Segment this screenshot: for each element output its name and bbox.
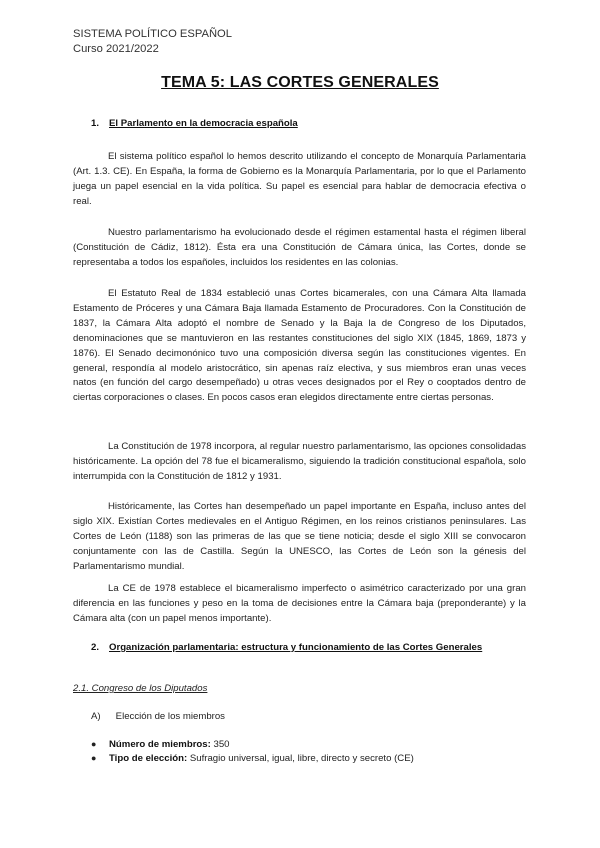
bullet-icon: ● [91, 753, 97, 763]
bullet-value: Sufragio universal, igual, libre, directo y secreto (CE) [187, 753, 414, 764]
section-heading-2 [91, 641, 526, 655]
section-number: 1. [91, 118, 100, 129]
section-heading-1 [91, 117, 526, 131]
paragraph: El sistema político español lo hemos descrito utilizando el concepto de Monarquía Parlamentaria (Art. 1.3. CE). En España, la forma de Gobierno es la Monarquía Parlamentaria, por lo que el Parlamento juega un papel esencial en la vida política. Su papel es esencial para hablar de democracia efectiva o real. [73, 151, 526, 207]
paragraph: La Constitución de 1978 incorpora, al regular nuestro parlamentarismo, las opciones consolidadas históricamente. La opción del 78 fue el bicameralismo, siguiendo la tradición constitucional española, solo interrumpida con la Constitución de 1812 y 1931. [73, 441, 526, 482]
subsection-heading: 2.1. Congreso de los Diputados [73, 683, 208, 694]
paragraph: Históricamente, las Cortes han desempeñado un papel importante en España, incluso antes del siglo XIX. Existían Cortes medievales en el Antiguo Régimen, en los reinos cristianos peninsulares. Las Cortes de León (1188) son las primeras de las que se tiene noticia; desde el siglo XIII se convocaron conjuntamente con las de Castilla. Según la UNESCO, las Cortes de León son la génesis del Parlamentarismo mundial. [73, 501, 526, 572]
list-item-a [91, 711, 225, 722]
course-year: Curso 2021/2022 [73, 43, 159, 55]
item-text: Elección de los miembros [115, 711, 225, 722]
bullet-label: Número de miembros: [109, 739, 211, 750]
bullet-item [91, 753, 414, 764]
section-title: El Parlamento en la democracia española [109, 118, 298, 129]
paragraph: El Estatuto Real de 1834 estableció unas Cortes bicamerales, con una Cámara Alta llamada Estamento de Próceres y una Cámara Baja llamada Estamento de Procuradores. Con la Constitución de 1837, la Cámara Alta adoptó el nombre de Senado y la Baja la de Congreso de los Diputados, denominaciones que se mantuvieron en las restantes constituciones del siglo XIX (1845, 1869, 1873 y 1876). El Senado decimonónico tuvo una composición diversa según las constituciones vigentes. En general, respondía al modelo aristocrático, sin apenas raíz electiva, y sus miembros eran unas veces natos (en función del cargo desempeñado) u otras veces designados por el Rey o cooptados dentro de ciertas corporaciones o clases. En pocos casos eran elegidos directamente entre ciertas personas. [73, 288, 526, 404]
page-title: TEMA 5: LAS CORTES GENERALES [161, 74, 439, 91]
paragraph: La CE de 1978 establece el bicameralismo imperfecto o asimétrico caracterizado por una gran diferencia en las funciones y peso en la toma de decisiones entre la Cámara baja (preponderante) y la Cámara alta (con un papel menos importante). [73, 583, 526, 624]
course-subject: SISTEMA POLÍTICO ESPAÑOL [73, 28, 232, 40]
bullet-label: Tipo de elección: [109, 753, 188, 764]
document-header [73, 27, 232, 57]
bullet-icon: ● [91, 739, 97, 749]
item-letter: A) [91, 711, 101, 722]
bullet-value: 350 [210, 739, 230, 750]
section-title: Organización parlamentaria: estructura y funcionamiento de las Cortes Generales [109, 642, 483, 653]
section-number: 2. [91, 642, 100, 653]
paragraph: Nuestro parlamentarismo ha evolucionado desde el régimen estamental hasta el régimen liberal (Constitución de Cádiz, 1812). Ésta era una Constitución de Cámara única, las Cortes, donde se representaba a todos los españoles, incluidos los residentes en las colonias. [73, 227, 526, 268]
bullet-item [91, 739, 230, 750]
